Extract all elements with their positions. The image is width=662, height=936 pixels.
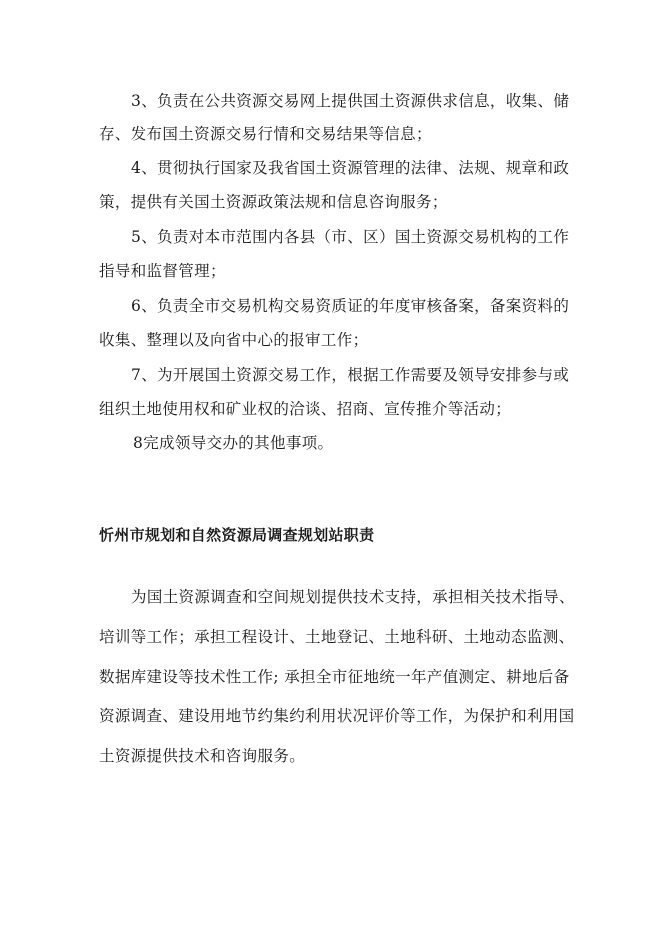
section-paragraph-line-2: 培训等工作；承担工程设计、土地登记、土地科研、土地动态监测、 — [99, 628, 575, 646]
duty-item-8-line-1: 8完成领导交办的其他事项。 — [133, 434, 334, 452]
section-paragraph-line-1: 为国土资源调查和空间规划提供技术支持，承担相关技术指导、 — [131, 588, 575, 606]
duty-item-6-line-2: 收集、整理以及向省中心的报审工作； — [99, 331, 369, 349]
duty-item-3-line-1: 3、负责在公共资源交易网上提供国土资源供求信息，收集、储 — [131, 92, 570, 110]
duty-item-4-line-1: 4、贯彻执行国家及我省国土资源管理的法律、法规、规章和政 — [131, 159, 570, 177]
duty-item-7-line-2: 组织土地使用权和矿业权的洽谈、招商、宣传推介等活动； — [99, 400, 512, 418]
duty-item-5-line-1: 5、负责对本市范围内各县（市、区）国土资源交易机构的工作 — [131, 228, 570, 246]
duty-item-4-line-2: 策，提供有关国土资源政策法规和信息咨询服务； — [99, 193, 448, 211]
section-paragraph-line-5: 土资源提供技术和咨询服务。 — [99, 747, 306, 765]
duty-item-5-line-2: 指导和监督管理； — [99, 262, 226, 280]
section-paragraph-line-4: 资源调查、建设用地节约集约利用状况评价等工作，为保护和利用国 — [99, 707, 575, 725]
section-heading: 忻州市规划和自然资源局调查规划站职责 — [99, 526, 375, 544]
duty-item-6-line-1: 6、负责全市交易机构交易资质证的年度审核备案，备案资料的 — [131, 297, 570, 315]
duty-item-3-line-2: 存、发布国土资源交易行情和交易结果等信息； — [99, 125, 432, 143]
section-paragraph-line-3: 数据库建设等技术性工作; 承担全市征地统一年产值测定、耕地后备 — [99, 668, 570, 686]
duty-item-7-line-1: 7、为开展国土资源交易工作，根据工作需要及领导安排参与或 — [131, 366, 570, 384]
